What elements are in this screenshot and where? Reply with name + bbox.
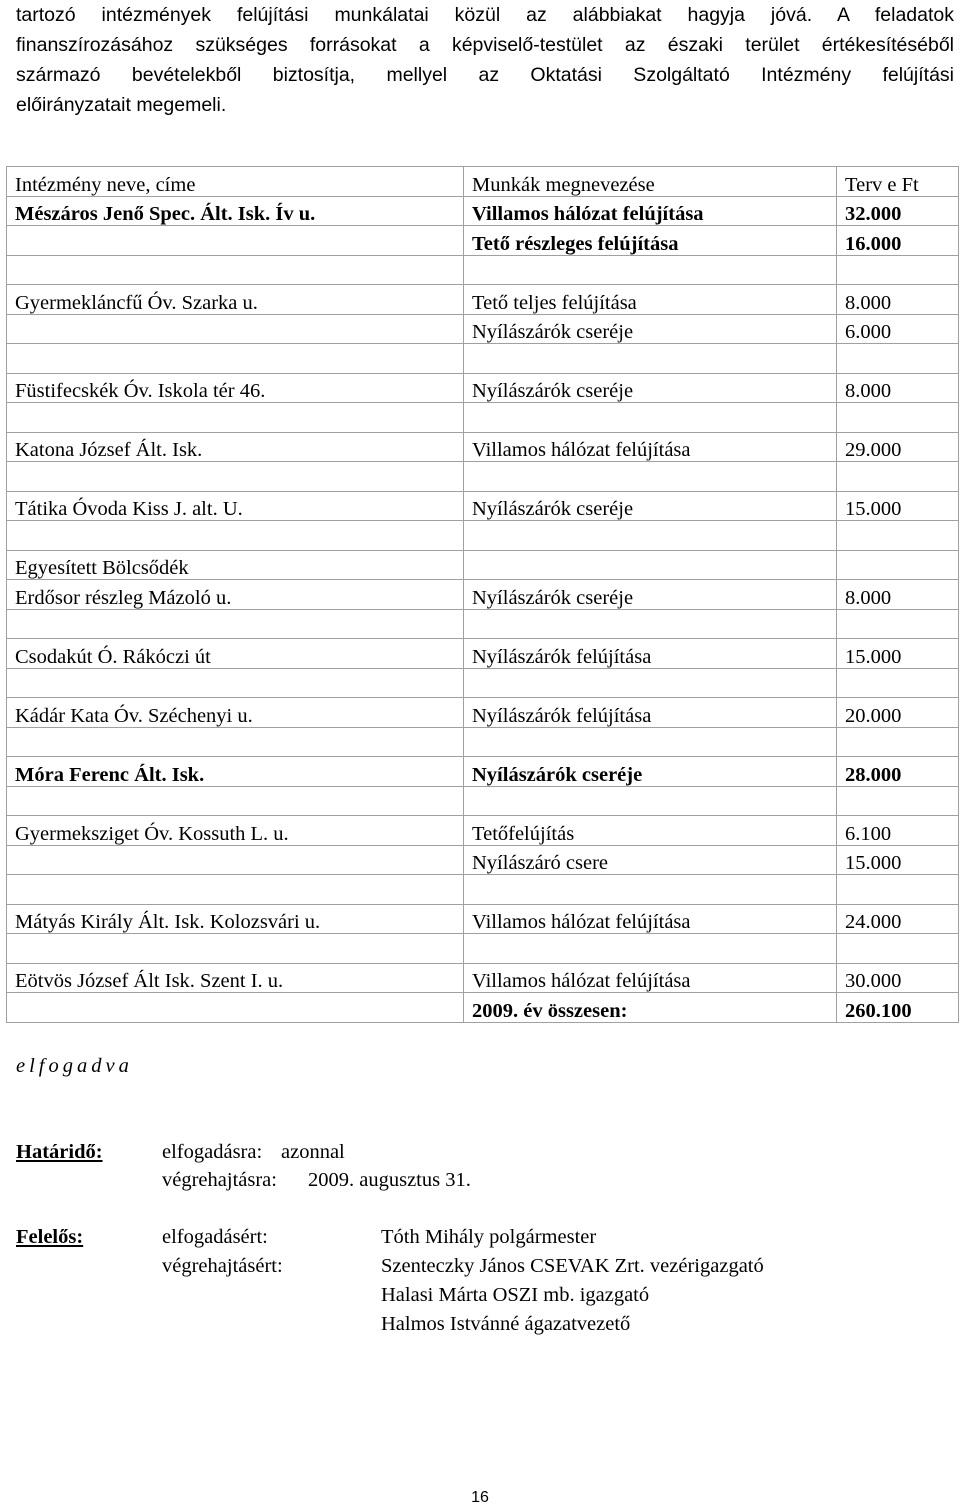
cell-institution: Mészáros Jenő Spec. Ált. Isk. Ív u. xyxy=(7,196,464,226)
cell-amount xyxy=(837,727,959,757)
cell-amount xyxy=(837,255,959,285)
header-institution: Intézmény neve, címe xyxy=(7,167,464,197)
cell-amount xyxy=(837,403,959,433)
cell-institution: Füstifecskék Óv. Iskola tér 46. xyxy=(7,373,464,403)
cell-work: Villamos hálózat felújítása xyxy=(464,904,837,934)
page-number: 16 xyxy=(471,1489,489,1506)
cell-institution: Tátika Óvoda Kiss J. alt. U. xyxy=(7,491,464,521)
cell-work xyxy=(464,462,837,492)
table-row xyxy=(7,639,959,669)
cell-amount: 8.000 xyxy=(837,580,959,610)
table-row xyxy=(7,285,959,315)
table-row xyxy=(7,255,959,285)
cell-work xyxy=(464,934,837,964)
table-row xyxy=(7,226,959,256)
header-work: Munkák megnevezése xyxy=(464,167,837,197)
cell-amount: 28.000 xyxy=(837,757,959,787)
cell-amount xyxy=(837,875,959,905)
deadline-value-2: 2009. augusztus 31. xyxy=(308,1169,471,1191)
cell-amount: 8.000 xyxy=(837,373,959,403)
paragraph-line: tartozó intézmények felújítási munkálatai közül az alábbiakat hagyja jóvá. A feladatok xyxy=(16,4,954,26)
cell-work: Tető részleges felújítása xyxy=(464,226,837,256)
cell-amount: 15.000 xyxy=(837,845,959,875)
cell-institution: Gyermekláncfű Óv. Szarka u. xyxy=(7,285,464,315)
cell-work xyxy=(464,255,837,285)
table-row xyxy=(7,403,959,433)
cell-amount xyxy=(837,609,959,639)
intro-paragraph xyxy=(16,0,954,120)
table-row xyxy=(7,462,959,492)
deadline-label: Határidő: xyxy=(16,1141,103,1163)
table-row xyxy=(7,609,959,639)
cell-institution: Kádár Kata Óv. Széchenyi u. xyxy=(7,698,464,728)
cell-work: Tető teljes felújítása xyxy=(464,285,837,315)
cell-amount: 15.000 xyxy=(837,491,959,521)
accepted-label: elfogadva xyxy=(16,1055,133,1077)
cell-institution xyxy=(7,845,464,875)
cell-work xyxy=(464,403,837,433)
cell-institution xyxy=(7,521,464,551)
paragraph-line: előirányzatait megemeli. xyxy=(16,94,227,116)
table-row xyxy=(7,314,959,344)
cell-amount: 16.000 xyxy=(837,226,959,256)
cell-amount: 24.000 xyxy=(837,904,959,934)
table-row xyxy=(7,432,959,462)
cell-amount: 32.000 xyxy=(837,196,959,226)
table-row xyxy=(7,668,959,698)
cell-amount xyxy=(837,462,959,492)
table-row xyxy=(7,344,959,374)
cell-institution xyxy=(7,344,464,374)
cell-institution xyxy=(7,255,464,285)
cell-work xyxy=(464,727,837,757)
total-row xyxy=(7,993,959,1023)
total-amount: 260.100 xyxy=(837,993,959,1023)
cell-institution xyxy=(7,314,464,344)
deadline-key-1: elfogadásra: xyxy=(162,1141,263,1163)
cell-work: Nyílászárók cseréje xyxy=(464,373,837,403)
cell-work: Villamos hálózat felújítása xyxy=(464,196,837,226)
cell-institution: Egyesített Bölcsődék xyxy=(7,550,464,580)
cell-work: Nyílászáró csere xyxy=(464,845,837,875)
cell-work: Nyílászárók felújítása xyxy=(464,639,837,669)
responsible-value-1: Tóth Mihály polgármester xyxy=(381,1226,597,1248)
cell-work: Nyílászárók cseréje xyxy=(464,314,837,344)
table-row xyxy=(7,521,959,551)
cell-amount xyxy=(837,668,959,698)
cell-institution xyxy=(7,668,464,698)
cell-institution xyxy=(7,934,464,964)
cell-institution xyxy=(7,403,464,433)
table-row xyxy=(7,963,959,993)
cell-institution: Gyermeksziget Óv. Kossuth L. u. xyxy=(7,816,464,846)
total-empty-cell xyxy=(7,993,464,1023)
deadline-value-1: azonnal xyxy=(281,1141,345,1163)
table-row xyxy=(7,904,959,934)
responsible-label: Felelős: xyxy=(16,1226,84,1248)
table-row xyxy=(7,727,959,757)
cell-amount xyxy=(837,521,959,551)
cell-amount: 8.000 xyxy=(837,285,959,315)
table-row xyxy=(7,816,959,846)
total-label: 2009. év összesen: xyxy=(464,993,837,1023)
cell-amount: 6.100 xyxy=(837,816,959,846)
paragraph-line: finanszírozásához szükséges forrásokat a képviselő-testület az északi terület értékesítéséből xyxy=(16,34,954,56)
cell-work xyxy=(464,344,837,374)
cell-work: Tetőfelújítás xyxy=(464,816,837,846)
cell-institution xyxy=(7,786,464,816)
responsible-value-4: Halmos Istvánné ágazatvezető xyxy=(381,1313,631,1335)
cell-work: Nyílászárók felújítása xyxy=(464,698,837,728)
paragraph-line: származó bevételekből biztosítja, mellyel az Oktatási Szolgáltató Intézmény felújítási xyxy=(16,64,954,86)
cell-institution xyxy=(7,462,464,492)
cell-institution xyxy=(7,226,464,256)
cell-work xyxy=(464,521,837,551)
table-row xyxy=(7,845,959,875)
cell-work xyxy=(464,875,837,905)
cell-amount: 6.000 xyxy=(837,314,959,344)
table-row xyxy=(7,196,959,226)
cell-work: Villamos hálózat felújítása xyxy=(464,963,837,993)
cell-amount: 15.000 xyxy=(837,639,959,669)
table-row xyxy=(7,875,959,905)
responsible-value-3: Halasi Márta OSZI mb. igazgató xyxy=(381,1284,650,1306)
cell-amount xyxy=(837,550,959,580)
responsible-key-2: végrehajtásért: xyxy=(162,1255,283,1277)
cell-institution: Erdősor részleg Mázoló u. xyxy=(7,580,464,610)
responsible-key-1: elfogadásért: xyxy=(162,1226,268,1248)
table-row xyxy=(7,757,959,787)
table-row xyxy=(7,550,959,580)
table-row xyxy=(7,491,959,521)
cell-work: Nyílászárók cseréje xyxy=(464,580,837,610)
cell-work xyxy=(464,786,837,816)
cell-institution: Eötvös József Ált Isk. Szent I. u. xyxy=(7,963,464,993)
cell-institution: Mátyás Király Ált. Isk. Kolozsvári u. xyxy=(7,904,464,934)
table-row xyxy=(7,786,959,816)
cell-work: Villamos hálózat felújítása xyxy=(464,432,837,462)
cell-institution xyxy=(7,727,464,757)
header-amount: Terv e Ft xyxy=(837,167,959,197)
cell-amount xyxy=(837,786,959,816)
cell-work: Nyílászárók cseréje xyxy=(464,757,837,787)
cell-work xyxy=(464,609,837,639)
deadline-key-2: végrehajtásra: xyxy=(162,1169,277,1191)
table-row xyxy=(7,580,959,610)
renovation-table xyxy=(6,166,959,1023)
cell-work xyxy=(464,550,837,580)
cell-institution xyxy=(7,875,464,905)
cell-institution: Csodakút Ó. Rákóczi út xyxy=(7,639,464,669)
table-row xyxy=(7,698,959,728)
table-row xyxy=(7,373,959,403)
cell-amount: 30.000 xyxy=(837,963,959,993)
cell-amount: 29.000 xyxy=(837,432,959,462)
cell-institution: Móra Ferenc Ált. Isk. xyxy=(7,757,464,787)
cell-amount xyxy=(837,344,959,374)
cell-work: Nyílászárók cseréje xyxy=(464,491,837,521)
cell-institution xyxy=(7,609,464,639)
table-row xyxy=(7,934,959,964)
table-header-row xyxy=(7,167,959,197)
responsible-value-2: Szenteczky János CSEVAK Zrt. vezérigazgató xyxy=(381,1255,764,1277)
cell-institution: Katona József Ált. Isk. xyxy=(7,432,464,462)
cell-amount xyxy=(837,934,959,964)
cell-work xyxy=(464,668,837,698)
cell-amount: 20.000 xyxy=(837,698,959,728)
